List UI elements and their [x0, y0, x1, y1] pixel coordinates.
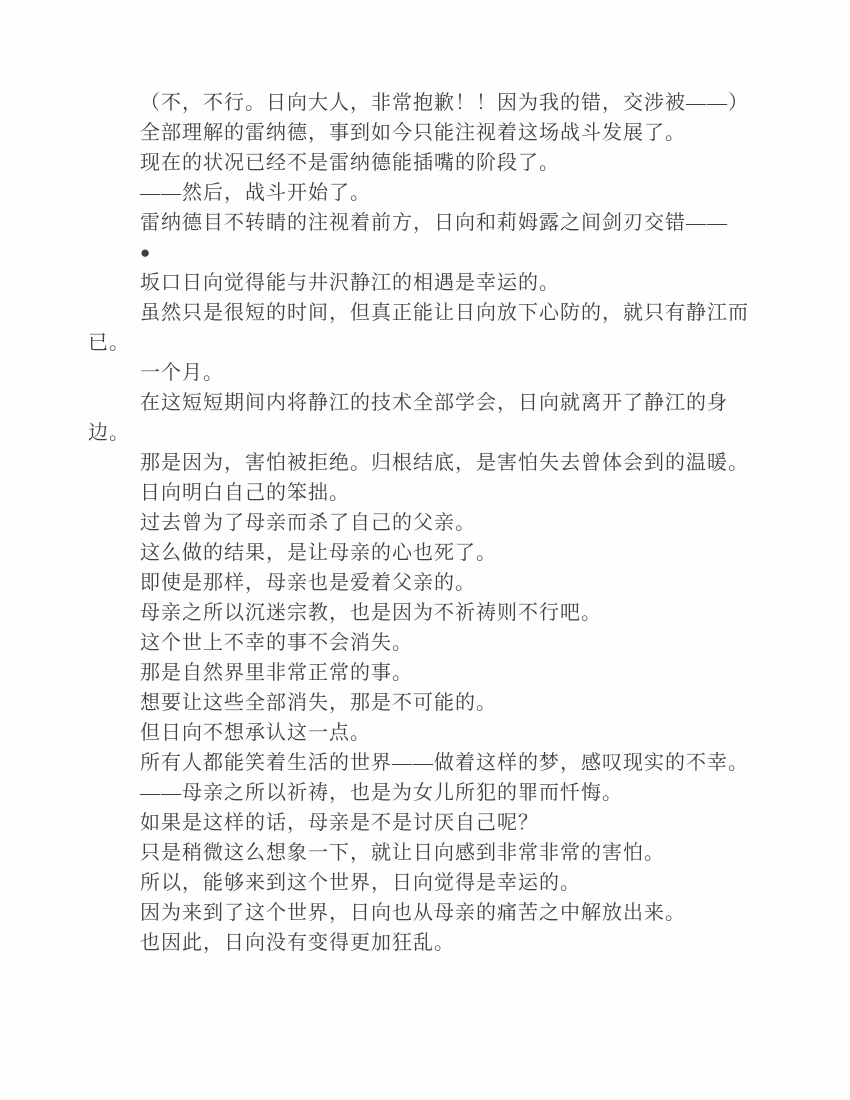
paragraph: 现在的状况已经不是雷纳德能插嘴的阶段了。: [140, 152, 560, 174]
paragraph: 在这短短期间内将静江的技术全部学会，日向就离开了静江的身边。: [88, 392, 728, 444]
paragraph: 但日向不想承认这一点。: [140, 722, 371, 744]
paragraph: 只是稍微这么想象一下，就让日向感到非常非常的害怕。: [140, 842, 665, 864]
paragraph: 如果是这样的话，母亲是不是讨厌自己呢？: [140, 812, 539, 834]
paragraph: 过去曾为了母亲而杀了自己的父亲。: [140, 512, 476, 534]
section-break-bullet: ●: [140, 243, 152, 262]
paragraph: 雷纳德目不转睛的注视着前方，日向和莉姆露之间剑刃交错——: [140, 212, 728, 234]
paragraph: 那是自然界里非常正常的事。: [140, 662, 413, 684]
paragraph: 日向明白自己的笨拙。: [140, 482, 350, 504]
paragraph: ——然后，战斗开始了。: [140, 182, 371, 204]
paragraph: 那是因为，害怕被拒绝。归根结底，是害怕失去曾体会到的温暖。: [140, 452, 749, 474]
paragraph: 所以，能够来到这个世界，日向觉得是幸运的。: [140, 872, 581, 894]
paragraph: 全部理解的雷纳德，事到如今只能注视着这场战斗发展了。: [140, 122, 686, 144]
paragraph: 想要让这些全部消失，那是不可能的。: [140, 692, 497, 714]
paragraph: ——母亲之所以祈祷，也是为女儿所犯的罪而忏悔。: [140, 782, 623, 804]
text-body: [88, 88, 760, 958]
paragraph: 因为来到了这个世界，日向也从母亲的痛苦之中解放出来。: [140, 902, 686, 924]
paragraph: 母亲之所以沉迷宗教，也是因为不祈祷则不行吧。: [140, 602, 602, 624]
paragraph: 也因此，日向没有变得更加狂乱。: [140, 932, 455, 954]
paragraph: 一个月。: [140, 362, 224, 384]
paragraph: 所有人都能笑着生活的世界——做着这样的梦，感叹现实的不幸。: [140, 752, 749, 774]
paragraph: 即使是那样，母亲也是爱着父亲的。: [140, 572, 476, 594]
paragraph: 坂口日向觉得能与井沢静江的相遇是幸运的。: [140, 272, 560, 294]
paragraph: 这个世上不幸的事不会消失。: [140, 632, 413, 654]
paragraph: 这么做的结果，是让母亲的心也死了。: [140, 542, 497, 564]
paragraph: 虽然只是很短的时间，但真正能让日向放下心防的，就只有静江而已。: [88, 302, 749, 354]
paragraph: （不，不行。日向大人，非常抱歉！！因为我的错，交涉被——）: [140, 92, 749, 114]
